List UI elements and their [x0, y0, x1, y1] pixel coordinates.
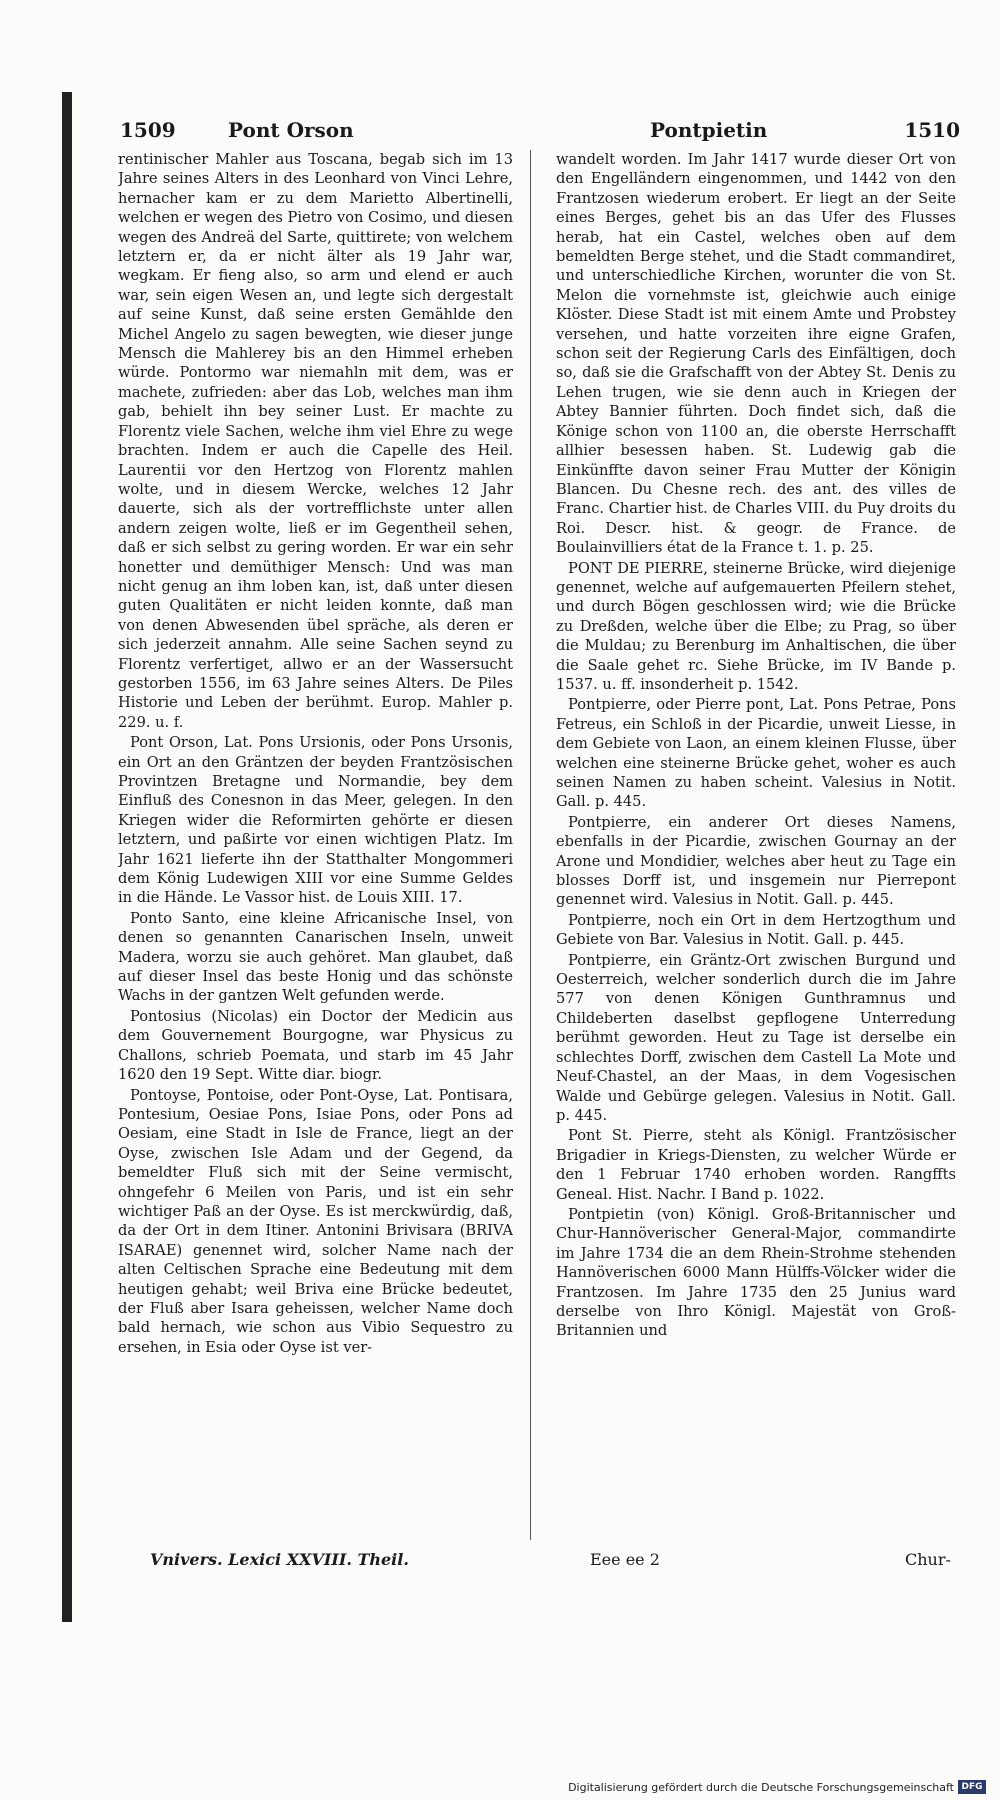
- entry-pontpierre-4: Pontpierre, ein Gräntz-Ort zwischen Burgund und Oesterreich, welcher sonderlich durch die im Jahre 577 von denen Königen Gunthramnus und Childeberten daselbst gepflogene Unterredung berühmt geworden. Heut zu Tage ist derselbe ein schlechtes Dorff, zwischen dem Castell La Mote und Neuf-Chastel, an der Maas, in dem Vogesischen Walde und Gebürge gelegen. Valesius in Notit. Gall. p. 445.: [556, 951, 956, 1124]
- binding-edge: [62, 92, 72, 1622]
- dfg-logo-icon: DFG: [958, 1780, 986, 1794]
- entry-pont-st-pierre: Pont St. Pierre, steht als Königl. Frantzösischer Brigadier in Kriegs-Diensten, zu welcher Würde er den 1 Februar 1740 erhoben worden. Rangffts Geneal. Hist. Nachr. I Band p. 1022.: [556, 1127, 956, 1203]
- column-divider: [530, 150, 531, 1540]
- entry-pontosius: Pontosius (Nicolas) ein Doctor der Medicin aus dem Gouvernement Bourgogne, war Physicus zu Challons, schrieb Poemata, und starb im 45 Jahr 1620 den 19 Sept. Witte diar. biogr.: [118, 1007, 513, 1084]
- entry-pontpietin: Pontpietin (von) Königl. Groß-Britannischer und Chur-Hannöverischer General-Major, commandirte im Jahre 1734 die an dem Rhein-Strohme stehenden Hannöverischen 6000 Mann Hülffs-Völcker wider die Frantzosen. Im Jahre 1735 den 25 Junius ward derselbe von Ihro Königl. Majestät von Groß-Britannien und: [556, 1205, 956, 1340]
- quire-mark: Eee ee 2: [590, 1550, 660, 1569]
- entry-pontpierre-3: Pontpierre, noch ein Ort in dem Hertzogthum und Gebiete von Bar. Valesius in Notit. Gall. p. 445.: [556, 911, 956, 949]
- catchword: Chur-: [905, 1550, 951, 1569]
- page-number-right: 1510: [904, 118, 960, 142]
- left-column: [118, 150, 513, 1540]
- entry-pontoyse-continued: wandelt worden. Im Jahr 1417 wurde dieser Ort von den Engelländern eingenommen, und 1442 von den Frantzosen wiederum erobert. Er liegt an der Seite eines Berges, gehet bis an das Ufer des Flusses herab, hat ein Castel, welches oben auf dem bemeldten Berge stehet, und die Stadt commandiret, und unterschiedliche Kirchen, worunter die von St. Melon die vornehmste ist, gleichwie auch einige Klöster. Diese Stadt ist mit einem Amte und Probstey versehen, und hatte vorzeiten ihre eigne Grafen, schon seit der Regierung Carls des Einfältigen, doch so, daß sie die Grafschafft von der Abtey St. Denis zu Lehen trugen, wie sie denn auch in Kriegen der Abtey Bannier führten. Doch findet sich, daß die Könige schon von 1100 an, die oberste Herrschafft allhier besessen haben. St. Ludewig gab die Einkünffte davon seiner Frau Mutter der Königin Blancen. Du Chesne rech. des ant. des villes de Franc. Chartier hist. de Charles VIII. du Puy droits du Roi. Descr. hist. & geogr. de France. de Boulainvilliers état de la France t. 1. p. 25.: [556, 151, 956, 557]
- entry-pont-orson: Pont Orson, Lat. Pons Ursionis, oder Pons Ursonis, ein Ort an den Gräntzen der beyden Frantzösischen Provintzen Bretagne und Normandie, bey dem Einfluß des Conesnon in das Meer, gelegen. In den Kriegen wider die Reformirten gehörte er diesen letztern, und paßirte vor einen wichtigen Platz. Im Jahr 1621 lieferte ihn der Statthalter Mongommeri dem König Ludewigen XIII vor eine Summe Geldes in die Hände. Le Vassor hist. de Louis XIII. 17.: [118, 734, 513, 907]
- header-keyword-right: Pontpietin: [650, 118, 768, 142]
- entry-pontormo-continued: rentinischer Mahler aus Toscana, begab sich im 13 Jahre seines Alters in des Leonhard von Vinci Lehre, hernacher kam er zu dem Marietto Albertinelli, welchen er wegen des Pietro von Cosimo, und diesen wegen des Andreä del Sarte, quittirete; von welchem letztern er, da er nicht älter als 19 Jahr war, wegkam. Er fieng also, so arm und elend er auch war, sein eigen Wesen an, und legte sich dergestalt auf seine Kunst, daß seine ersten Gemählde den Michel Angelo zu sagen bewegten, wie dieser junge Mensch die Mahlerey bis an den Himmel erheben würde. Pontormo war niemahln mit dem, was er machete, zufrieden: aber das Lob, welches man ihm gab, behielt ihn bey seiner Lust. Er machte zu Florentz viele Sachen, welche ihm viel Ehre zu wege brachten. Indem er auch die Capelle des Heil. Laurentii vor den Hertzog von Florentz mahlen wolte, und in diesem Wercke, welches 12 Jahr dauerte, sich als der vortrefflichste unter allen andern zeigen wolte, ließ er im Gegentheil sehen, daß er sich selbst zu gering worden. Er war ein sehr honetter und demüthiger Mensch: Und was man nicht genug an ihm loben kan, ist, daß unter diesen guten Qualitäten er nicht leiden konnte, daß man von denen Abwesenden übel spräche, als deren er sich jederzeit annahm. Alle seine Sachen seynd zu Florentz verfertiget, allwo er an der Wassersucht gestorben 1556, im 63 Jahre seines Alters. De Piles Historie und Leben der berühmt. Europ. Mahler p. 229. u. f.: [118, 151, 513, 731]
- digitization-credit: [568, 1778, 986, 1796]
- entry-pontpierre-2: Pontpierre, ein anderer Ort dieses Namens, ebenfalls in der Picardie, zwischen Gournay an der Arone und Mondidier, welches aber heut zu Tage ein blosses Dorff ist, und insgemein nur Pierrepont genennet wird. Valesius in Notit. Gall. p. 445.: [556, 813, 956, 909]
- credit-text: Digitalisierung gefördert durch die Deutsche Forschungsgemeinschaft: [568, 1780, 954, 1794]
- entry-pontpierre-1: Pontpierre, oder Pierre pont, Lat. Pons Petrae, Pons Fetreus, ein Schloß in der Picardie, unweit Liesse, in dem Gebiete von Laon, an einem kleinen Flusse, über welchen eine steinerne Brücke gehet, woher es auch seinen Namen zu haben scheint. Valesius in Notit. Gall. p. 445.: [556, 696, 956, 811]
- right-column: [556, 150, 956, 1540]
- header-keyword-left: Pont Orson: [228, 118, 354, 142]
- running-header: [120, 118, 960, 152]
- entry-pontoyse: Pontoyse, Pontoise, oder Pont-Oyse, Lat. Pontisara, Pontesium, Oesiae Pons, Isiae Pons, oder Pons ad Oesiam, eine Stadt in Isle de France, liegt an der Oyse, zwischen Isle Adam und der Gegend, da bemeldter Fluß sich mit der Seine vermischt, ohngefehr 6 Meilen von Paris, und ist ein sehr wichtiger Paß an der Oyse. Es ist merckwürdig, daß, da der Ort in dem Itiner. Antonini Brivisara (BRIVA ISARAE) genennet wird, solcher Name nach der alten Celtischen Sprache eine Bedeutung mit dem heutigen gehabt; weil Briva eine Brücke bedeutet, der Fluß aber Isara geheissen, welcher Name doch bald hernach, wie schon aus Vibio Sequestro zu ersehen, in Esia oder Oyse ist ver-: [118, 1086, 513, 1356]
- volume-signature: Vnivers. Lexici XXVIII. Theil.: [150, 1550, 409, 1569]
- entry-ponto-santo: Ponto Santo, eine kleine Africanische Insel, von denen so genannten Canarischen Inseln, unweit Madera, worzu sie auch gehöret. Man glaubet, daß auf dieser Insel das beste Honig und das schönste Wachs in der gantzen Welt gefunden werde.: [118, 909, 513, 1005]
- entry-pont-de-pierre: PONT DE PIERRE, steinerne Brücke, wird diejenige genennet, welche auf aufgemauerten Pfeilern stehet, und durch Bögen geschlossen wird; wie die Brücke zu Dreßden, welche über die Elbe; zu Prag, so über die Muldau; zu Berenburg im Anhaltischen, die über die Saale gehet rc. Siehe Brücke, im IV Bande p. 1537. u. ff. insonderheit p. 1542.: [556, 559, 956, 693]
- page-number-left: 1509: [120, 118, 176, 142]
